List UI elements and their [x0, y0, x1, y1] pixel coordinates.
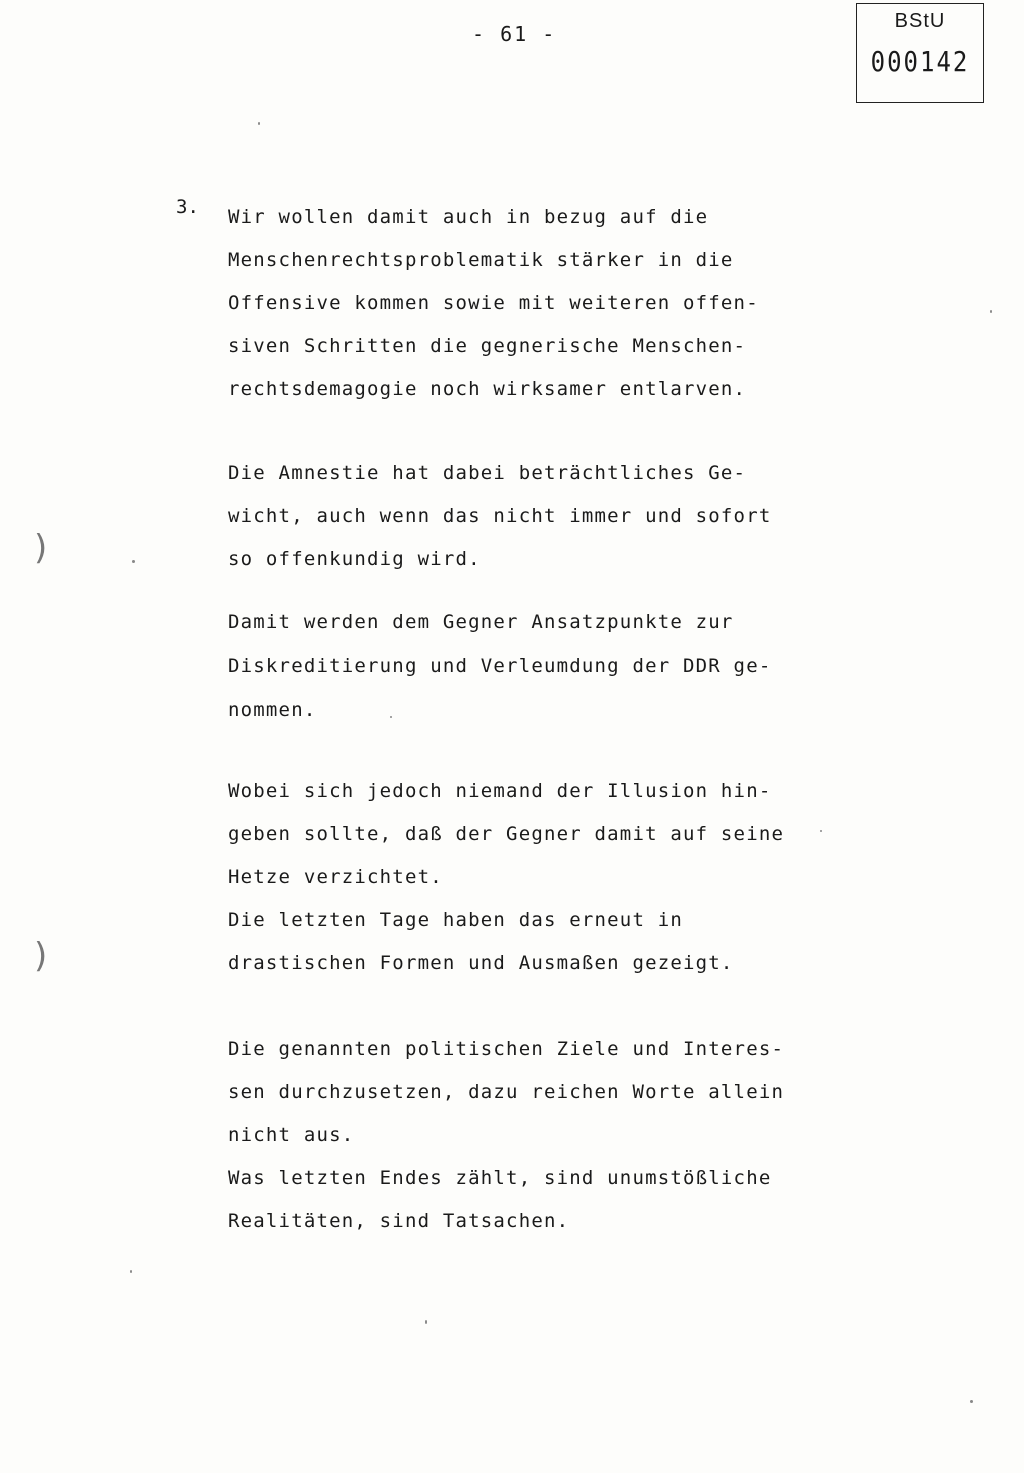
text-line: Die genannten politischen Ziele und Interes- [228, 1038, 785, 1060]
text-line: siven Schritten die gegnerische Menschen- [228, 335, 747, 357]
paragraph-4 [228, 770, 784, 985]
text-line: nommen. [228, 699, 317, 721]
stamp-number: 000142 [870, 45, 970, 79]
scan-speck [130, 1270, 132, 1273]
text-line: Realitäten, sind Tatsachen. [228, 1210, 570, 1232]
paragraph-3 [228, 600, 771, 732]
archive-stamp [856, 3, 984, 103]
text-line: Offensive kommen sowie mit weiteren offen- [228, 292, 759, 314]
paragraph-2 [228, 452, 771, 581]
paragraph-5 [228, 1028, 784, 1243]
paragraph-1 [228, 196, 759, 411]
text-line: so offenkundig wird. [228, 548, 481, 570]
scan-speck [970, 1400, 973, 1403]
text-line: nicht aus. [228, 1124, 355, 1146]
text-line: wicht, auch wenn das nicht immer und sofort [228, 505, 772, 527]
text-line: Diskreditierung und Verleumdung der DDR ge- [228, 655, 772, 677]
text-line: Was letzten Endes zählt, sind unumstößliche [228, 1167, 772, 1189]
text-line: Damit werden dem Gegner Ansatzpunkte zur [228, 611, 734, 633]
item-marker: 3. [176, 196, 199, 218]
scan-speck [258, 122, 260, 125]
text-line: rechtsdemagogie noch wirksamer entlarven. [228, 378, 747, 400]
text-line: sen durchzusetzen, dazu reichen Worte allein [228, 1081, 785, 1103]
page-number: - 61 - [472, 22, 557, 46]
text-line: Wir wollen damit auch in bezug auf die [228, 206, 709, 228]
scan-speck [425, 1320, 427, 1324]
scan-speck [390, 716, 392, 718]
text-line: Wobei sich jedoch niemand der Illusion hin- [228, 780, 772, 802]
text-line: Die Amnestie hat dabei beträchtliches Ge- [228, 462, 747, 484]
punch-hole-mark: ) [34, 528, 48, 568]
scan-speck [990, 310, 992, 313]
scan-speck [132, 560, 135, 563]
punch-hole-mark: ) [34, 936, 48, 976]
text-line: geben sollte, daß der Gegner damit auf seine [228, 823, 785, 845]
scan-speck [820, 830, 822, 832]
text-line: Die letzten Tage haben das erneut in [228, 909, 684, 931]
text-line: Menschenrechtsproblematik stärker in die [228, 249, 734, 271]
text-line: drastischen Formen und Ausmaßen gezeigt. [228, 952, 734, 974]
stamp-label: BStU [894, 10, 946, 32]
text-line: Hetze verzichtet. [228, 866, 443, 888]
